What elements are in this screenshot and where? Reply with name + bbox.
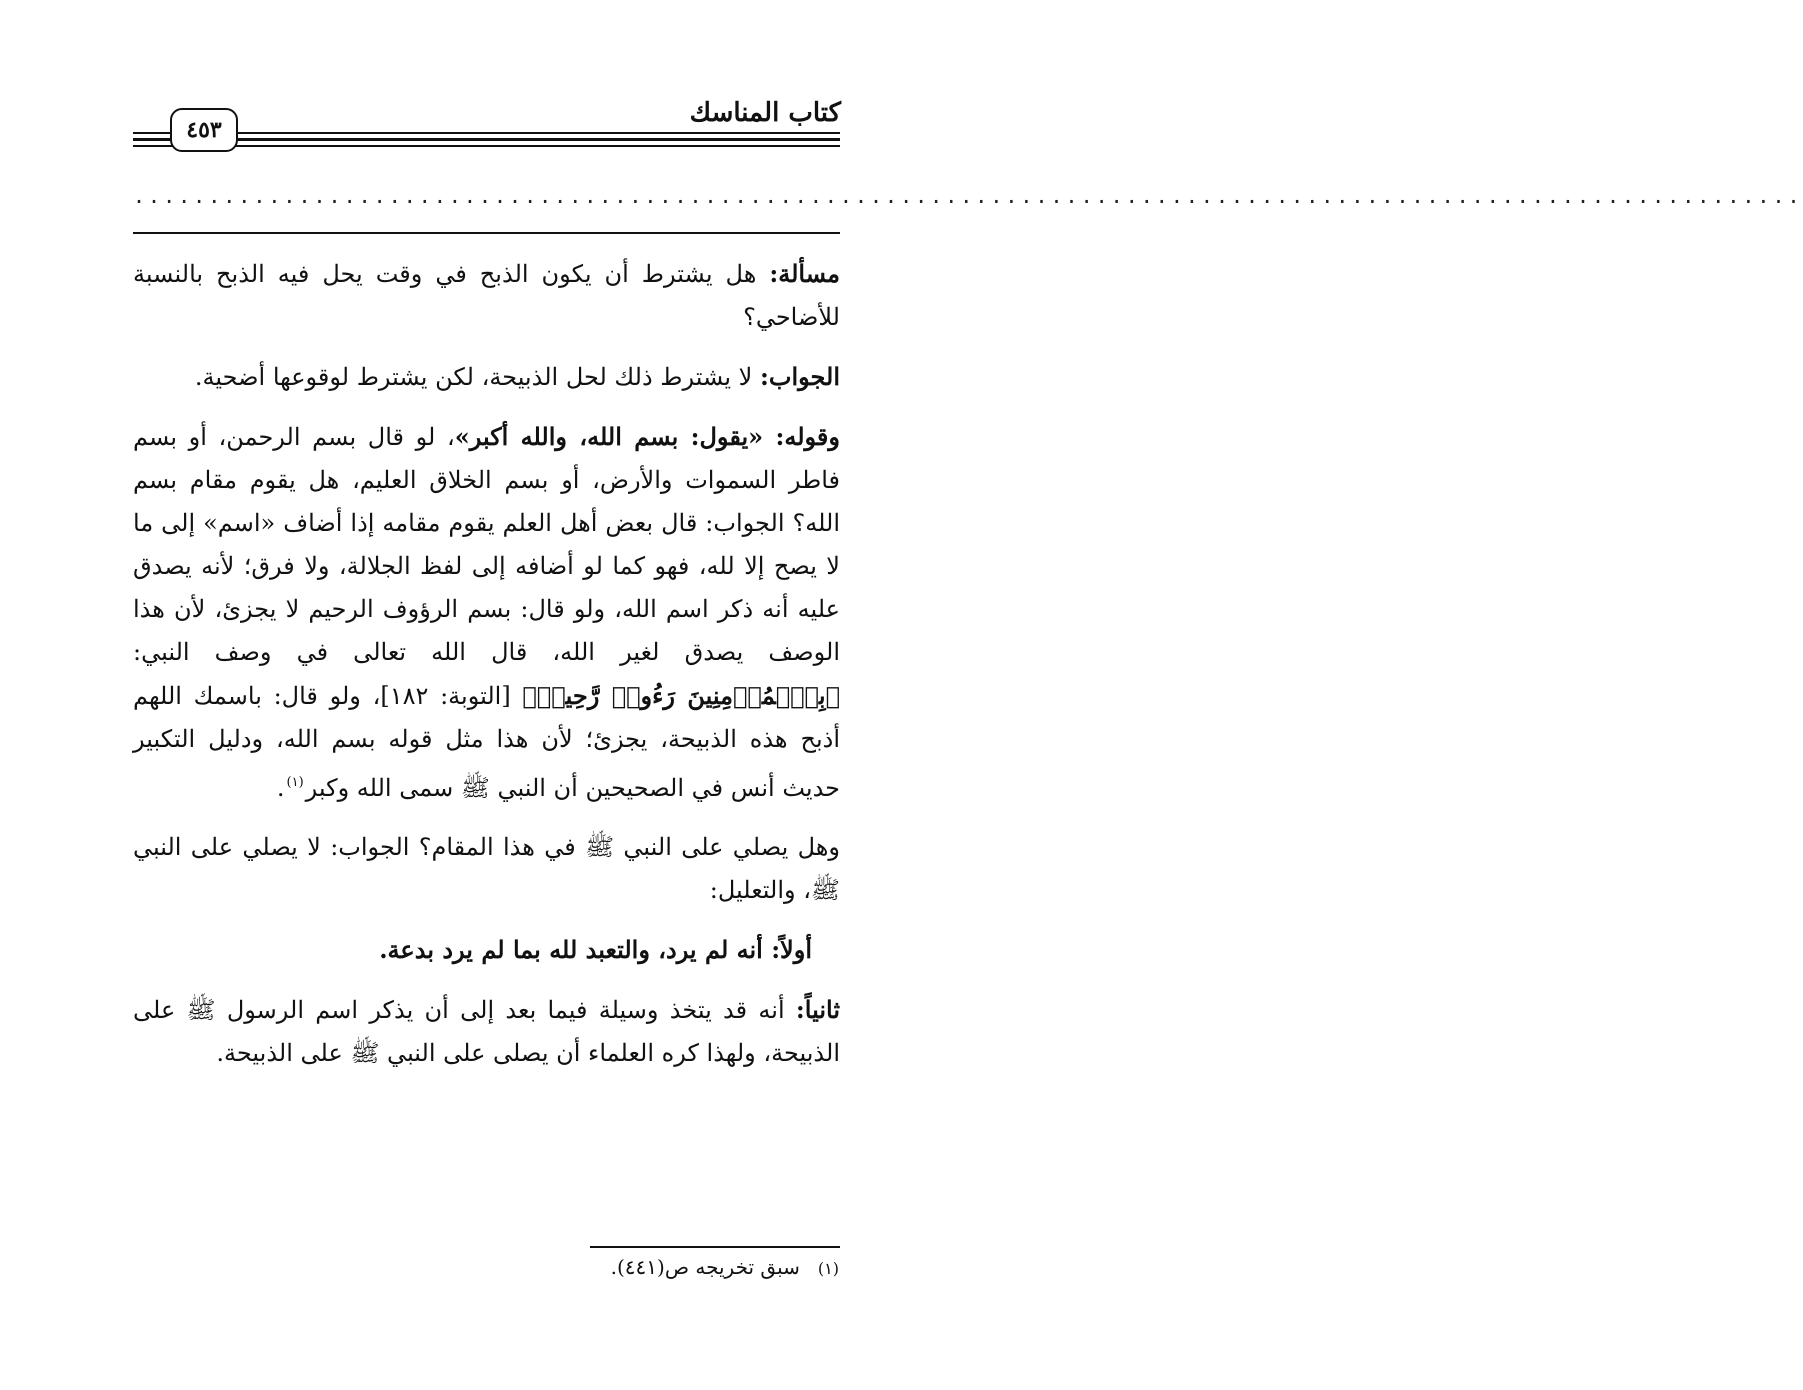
paragraph-answer: [133, 355, 840, 399]
quran-quote: ﴿بِٱلۡمُؤۡمِنِينَ رَءُوفٞ رَّحِيمٞ﴾: [522, 681, 840, 710]
first-reason-label: أولاً:: [771, 935, 812, 964]
paragraph-second-reason: [133, 988, 840, 1075]
second-reason-label: ثانياً:: [795, 995, 840, 1024]
paragraph-question: [133, 252, 840, 339]
paragraph-commentary: [133, 415, 840, 810]
body-text: [133, 252, 840, 1091]
section-divider: [133, 232, 840, 234]
commentary-text-continued: [التوبة: ١٨٢]، ولو قال: باسمك اللهم أذبح هذه الذبيحة، يجزئ؛ لأن هذا مثل قوله بسم الله، ودليل التكبير حديث أنس في الصحيحين أن النبي ﷺ سمى الله وكبر: [133, 682, 840, 802]
header-rule-middle: [133, 138, 840, 141]
header-rule-top: [133, 132, 840, 134]
first-reason-text: أنه لم يرد، والتعبد لله بما لم يرد بدعة.: [379, 935, 772, 964]
header-rule-bottom: [133, 145, 840, 147]
paragraph-first-reason: [133, 928, 840, 972]
question-label: مسألة:: [769, 259, 840, 288]
running-header-title: كتاب المناسك: [689, 98, 841, 128]
footnote-number: (١): [817, 1259, 839, 1278]
answer-text: لا يشترط ذلك لحل الذبيحة، لكن يشترط لوقوعها أضحية.: [194, 363, 760, 391]
footnote-rule: [590, 1246, 840, 1248]
paragraph-salat-question: [133, 826, 840, 912]
commentary-end: .: [276, 774, 285, 802]
commentary-text: ، لو قال بسم الرحمن، أو بسم فاطر السموات والأرض، أو بسم الخلاق العليم، هل يقوم مقام بسم الله؟ الجواب: قال بعض أهل العلم يقوم مقامه إذا أضاف «اسم» إلى ما لا يصح إلا لله، فهو كما لو أضافه إلى لفظ الجلالة، ولا فرق؛ لأنه يصدق عليه أنه ذكر اسم الله، ولو قال: بسم الرؤوف الرحيم لا يجزئ، لأن هذا الوصف يصدق لغير الله، قال الله تعالى في وصف النبي:: [133, 423, 840, 666]
salat-question-text: وهل يصلي على النبي ﷺ في هذا المقام؟ الجواب: لا يصلي على النبي ﷺ، والتعليل:: [133, 833, 840, 904]
question-text: هل يشترط أن يكون الذبح في وقت يحل فيه الذبح بالنسبة للأضاحي؟: [133, 260, 840, 331]
page-number-box: [170, 108, 238, 152]
commentary-lead: وقوله: «يقول: بسم الله، والله أكبر»: [454, 422, 840, 451]
answer-label: الجواب:: [760, 362, 840, 391]
second-reason-text: أنه قد يتخذ وسيلة فيما بعد إلى أن يذكر اسم الرسول ﷺ على الذبيحة، ولهذا كره العلماء أن يصلى على النبي ﷺ على الذبيحة.: [133, 996, 840, 1067]
dotted-separator: ...............................................................................................................: [133, 184, 1803, 208]
page-number: ٤٥٣: [186, 117, 222, 143]
footnote-marker[interactable]: (١): [286, 775, 304, 790]
footnote-text: سبق تخريجه ص(٤٤١).: [610, 1255, 800, 1279]
footnote: [339, 1252, 839, 1284]
